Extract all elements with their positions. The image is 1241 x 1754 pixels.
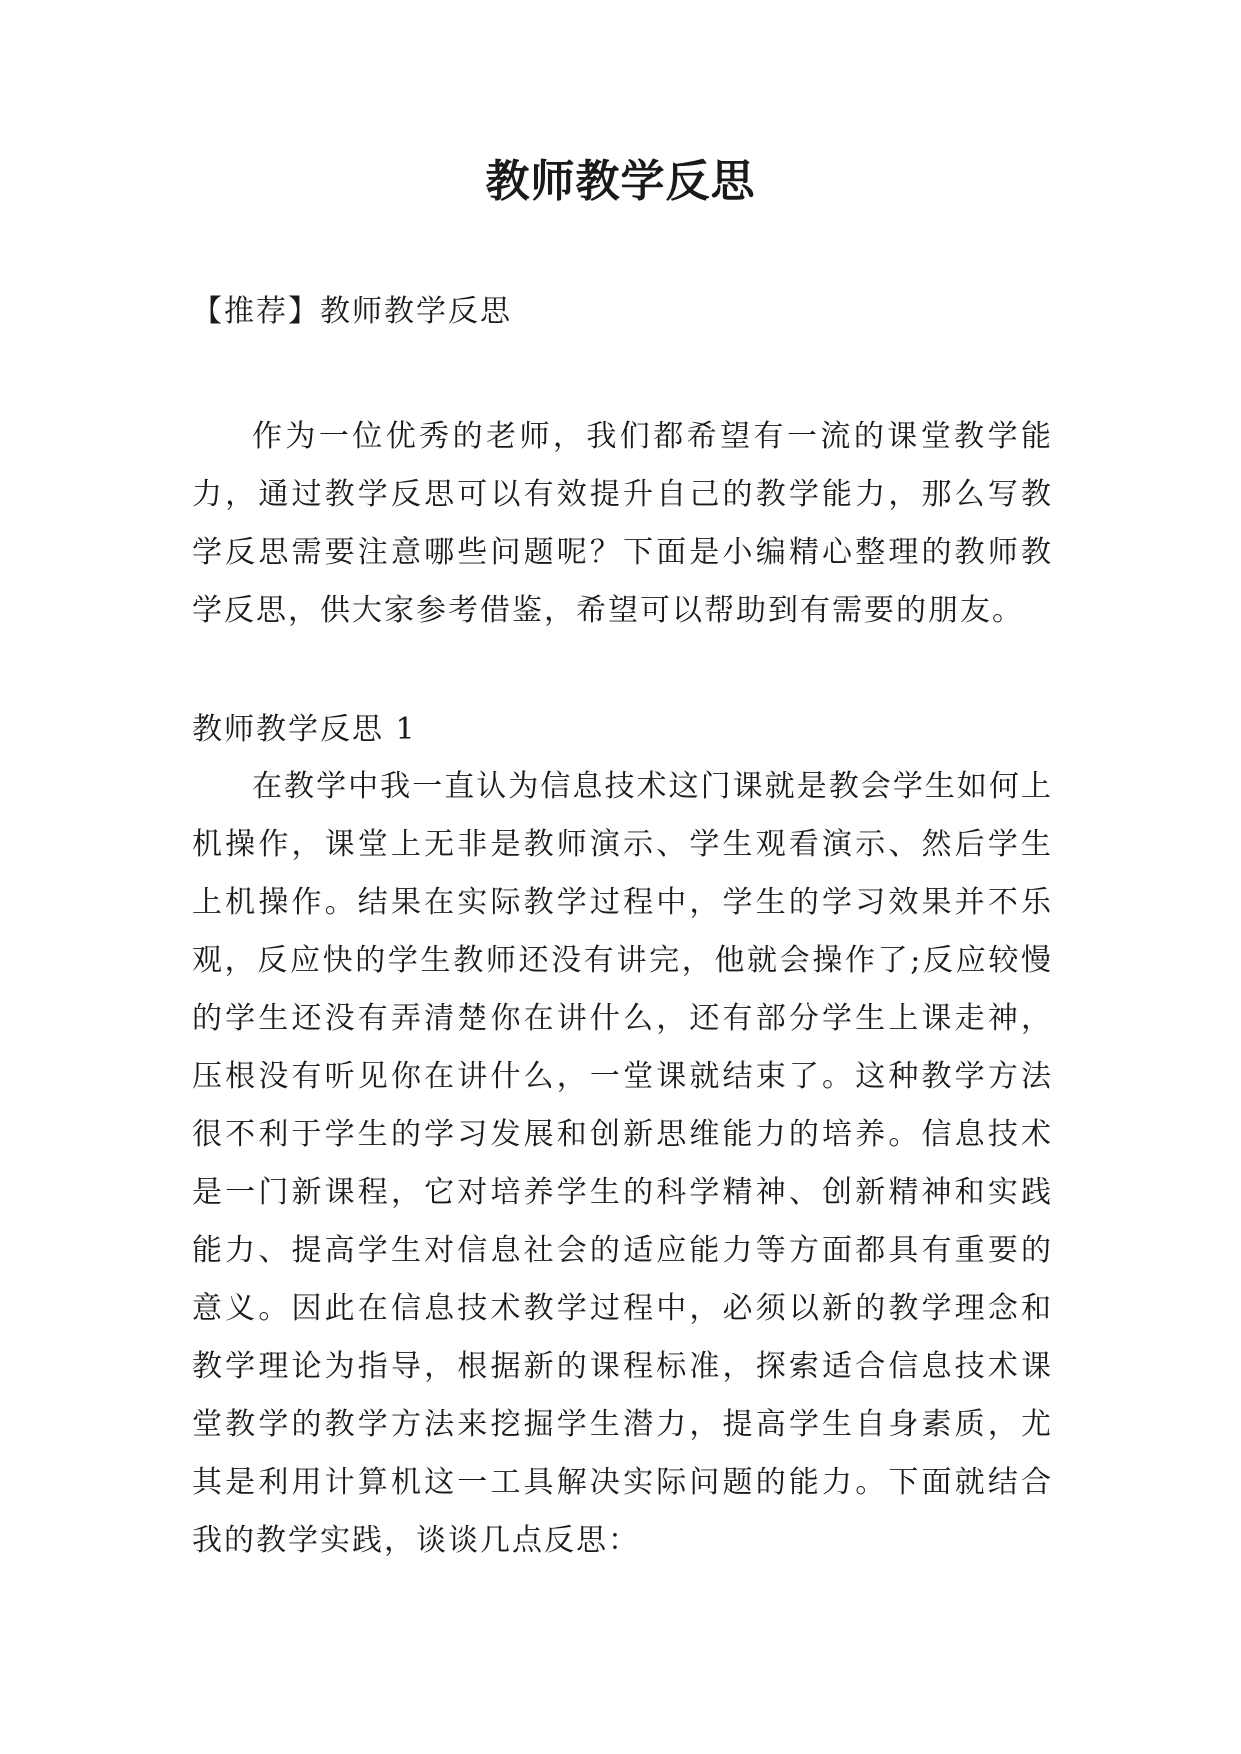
section-paragraph: 在教学中我一直认为信息技术这门课就是教会学生如何上机操作，课堂上无非是教师演示、学生观看演示、然后学生上机操作。结果在实际教学过程中，学生的学习效果并不乐观，反应快的学生教师还没有讲完，他就会操作了;反应较慢的学生还没有弄清楚你在讲什么，还有部分学生上课走神，压根没有听见你在讲什么，一堂课就结束了。这种教学方法很不利于学生的学习发展和创新思维能力的培养。信息技术是一门新课程，它对培养学生的科学精神、创新精神和实践能力、提高学生对信息社会的适应能力等方面都具有重要的意义。因此在信息技术教学过程中，必须以新的教学理念和教学理论为指导，根据新的课程标准，探索适合信息技术课堂教学的教学方法来挖掘学生潜力，提高学生自身素质，尤其是利用计算机这一工具解决实际问题的能力。下面就结合我的教学实践，谈谈几点反思：: [192, 769, 1053, 1558]
document-title: 教师教学反思: [485, 156, 756, 207]
section-heading: 教师教学反思 1: [192, 712, 417, 747]
recommend-line: 【推荐】教师教学反思: [192, 294, 512, 329]
intro-paragraph: 作为一位优秀的老师，我们都希望有一流的课堂教学能力，通过教学反思可以有效提升自己的教学能力，那么写教学反思需要注意哪些问题呢？下面是小编精心整理的教师教学反思，供大家参考借鉴，希望可以帮助到有需要的朋友。: [192, 419, 1053, 628]
